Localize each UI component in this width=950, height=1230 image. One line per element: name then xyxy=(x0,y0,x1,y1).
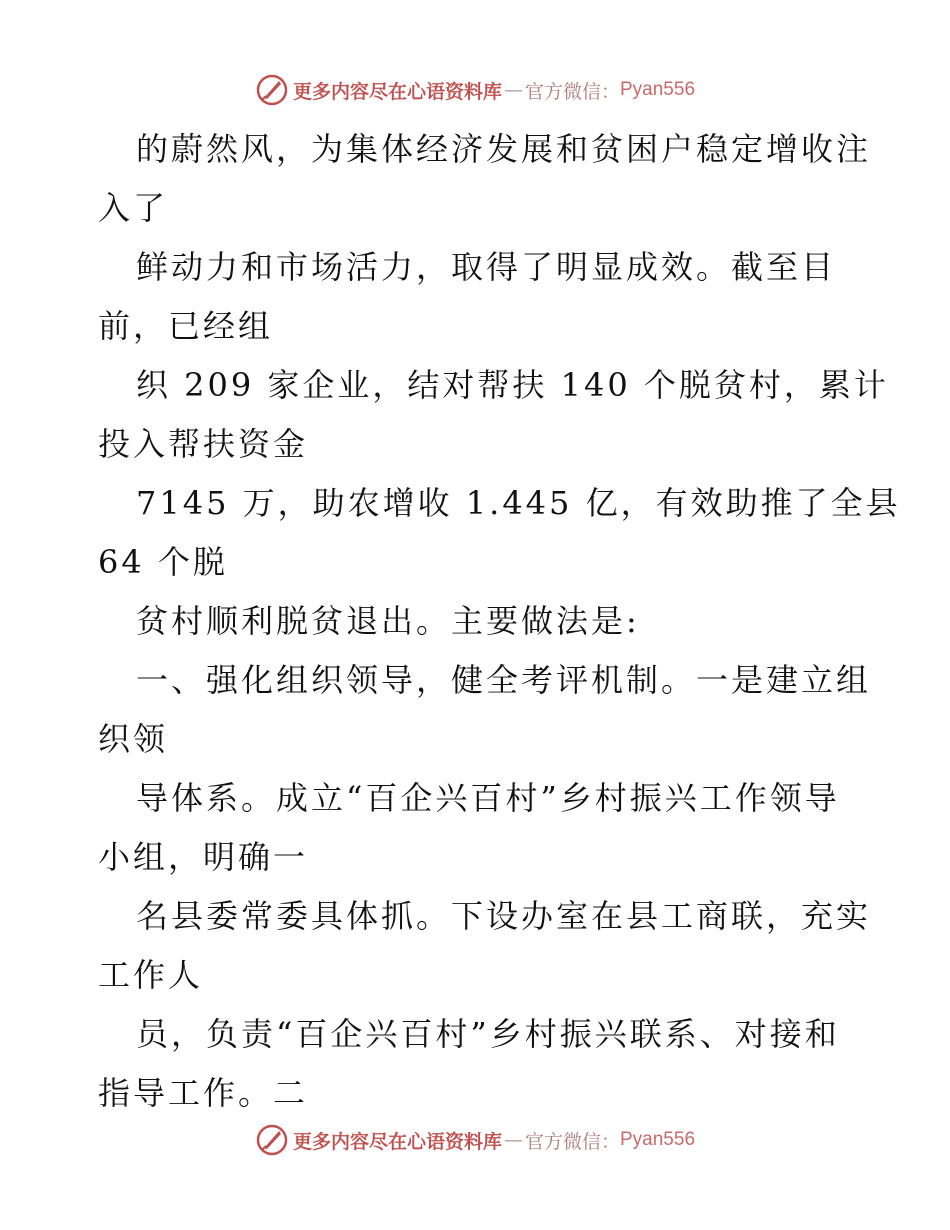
footer-watermark xyxy=(0,1118,950,1162)
header-watermark xyxy=(0,68,950,112)
text-line: 64 个脱 xyxy=(98,543,228,581)
watermark-separator: — xyxy=(503,1129,523,1151)
text-line: 投入帮扶资金 xyxy=(98,425,309,463)
text-line: 前，已经组 xyxy=(98,307,274,345)
text-line: 指导工作。二 xyxy=(98,1074,309,1112)
watermark-wechat-label: 官方微信： xyxy=(524,1130,620,1153)
text-line: 织 209 家企业，结对帮扶 140 个脱贫村，累计 xyxy=(136,366,889,404)
watermark-main-text: 更多内容尽在心语资料库 xyxy=(292,80,502,103)
text-line: 名县委常委具体抓。下设办室在县工商联，充实 xyxy=(136,897,872,935)
text-line: 员，负责“百企兴百村”乡村振兴联系、对接和 xyxy=(136,1015,840,1053)
watermark-main-text: 更多内容尽在心语资料库 xyxy=(292,1130,502,1153)
watermark-separator: — xyxy=(503,79,523,101)
quill-logo-icon xyxy=(255,73,289,107)
text-line: 入了 xyxy=(98,189,169,227)
text-line: 工作人 xyxy=(98,956,204,994)
text-line: 一、强化组织领导，健全考评机制。一是建立组 xyxy=(136,661,872,699)
watermark-account: Pyan556 xyxy=(620,79,696,100)
text-line: 鲜动力和市场活力，取得了明显成效。截至目 xyxy=(136,248,837,286)
watermark-wechat-label: 官方微信： xyxy=(524,80,620,103)
text-line: 贫村顺利脱贫退出。主要做法是: xyxy=(136,602,640,640)
document-body xyxy=(98,120,901,1123)
text-line: 小组，明确一 xyxy=(98,838,309,876)
text-line: 7145 万，助农增收 1.445 亿，有效助推了全县 xyxy=(136,484,901,522)
quill-logo-icon xyxy=(255,1123,289,1157)
watermark-account: Pyan556 xyxy=(620,1129,696,1150)
text-line: 导体系。成立“百企兴百村”乡村振兴工作领导 xyxy=(136,779,840,817)
text-line: 的蔚然风，为集体经济发展和贫困户稳定增收注 xyxy=(136,130,872,168)
text-line: 织领 xyxy=(98,720,169,758)
